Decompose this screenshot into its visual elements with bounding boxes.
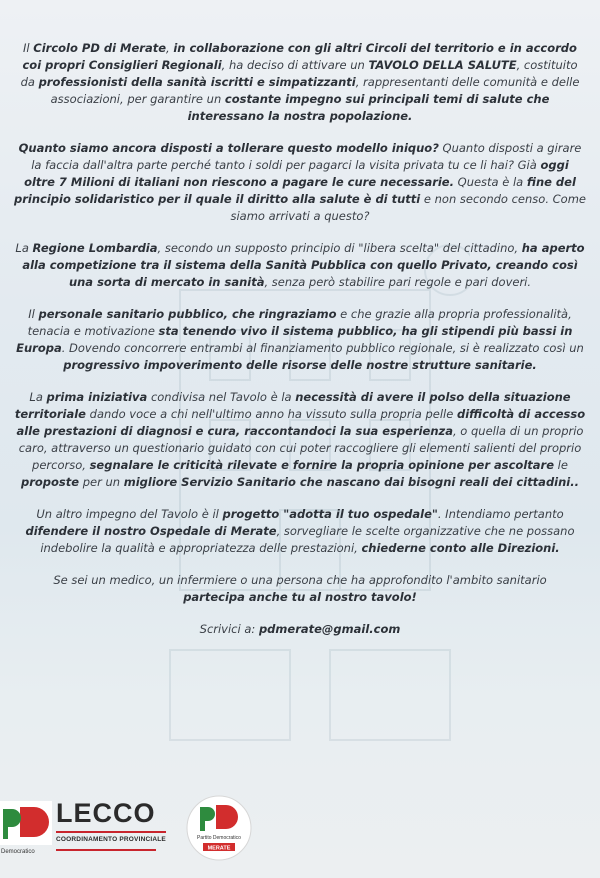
paragraph-questions: Quanto siamo ancora disposti a tollerare questo modello iniquo? Quanto disposti a girare la faccia dall'altra parte perché tanto i soldi per pagarci la visita privata tu ce li hai? Già oggi oltre 7 Milioni di italiani non riescono a pagare le cure necessarie. Questa è la fine del principio solidaristico per il quale il diritto alla salute è di tutti e non secondo censo. Come siamo arrivati a questo? xyxy=(14,141,586,223)
paragraph-ospedale: Un altro impegno del Tavolo è il progetto "adotta il tuo ospedale". Intendiamo pertanto difendere il nostro Ospedale di Merate, sorvegliare le scelte organizzative che ne possano indebolire la qualità e appropriatezza delle prestazioni, chiederne conto alle Direzioni. xyxy=(25,507,575,555)
lecco-logo xyxy=(56,799,166,851)
contact-line: Scrivici a: pdmerate@gmail.com xyxy=(199,622,401,636)
svg-text:Partito Democratico: Partito Democratico xyxy=(197,835,241,841)
paragraph-iniziativa: La prima iniziativa condivisa nel Tavolo è la necessità di avere il polso della situazione territoriale dando voce a chi nell'ultimo anno ha vissuto sulla propria pelle difficoltà di accesso alle prestazioni di diagnosi e cura, raccontandoci la sua esperienza, o quella di un proprio caro, attraverso un questionario guidato con cui poter raccogliere gli elementi salienti del proprio percorso, segnalare le criticità rilevate e fornire la propria opinione per ascoltare le proposte per un migliore Servizio Sanitario che nascano dai bisogni reali dei cittadini.. xyxy=(14,390,586,489)
pd-merate-logo-icon xyxy=(186,795,252,861)
paragraph-regione: La Regione Lombardia, secondo un supposto principio di "libera scelta" del cittadino, ha aperto alla competizione tra il sistema della Sanità Pubblica con quello Privato, creando così una sorta di mercato in sanità, senza però stabilire pari regole e pari doveri. xyxy=(15,241,585,289)
email-link[interactable]: pdmerate@gmail.com xyxy=(258,622,401,636)
flyer-text xyxy=(14,40,586,653)
svg-text:MERATE: MERATE xyxy=(207,845,231,852)
footer-logos xyxy=(0,795,600,865)
lecco-subtitle: COORDINAMENTO PROVINCIALE xyxy=(56,831,166,843)
svg-text:Democratico: Democratico xyxy=(1,849,35,855)
paragraph-intro: Il Circolo PD di Merate, in collaborazione con gli altri Circoli del territorio e in accordo coi propri Consiglieri Regionali, ha deciso di attivare un TAVOLO DELLA SALUTE, costituito da professionisti della sanità iscritti e simpatizzanti, rappresentanti delle comunità e delle associazioni, per garantire un costante impegno sui principali temi di salute che interessano la nostra popolazione. xyxy=(20,41,580,123)
pd-lecco-logo-icon xyxy=(0,801,52,857)
lecco-underline xyxy=(56,849,156,851)
lecco-title: LECCO xyxy=(56,798,156,828)
paragraph-call: Se sei un medico, un infermiere o una persona che ha approfondito l'ambito sanitario partecipa anche tu al nostro tavolo! xyxy=(53,573,547,604)
paragraph-personale: Il personale sanitario pubblico, che ringraziamo e che grazie alla propria professionalità, tenacia e motivazione sta tenendo vivo il sistema pubblico, ha gli stipendi più bassi in Europa. Dovendo concorrere entrambi al finanziamento pubblico regionale, si è realizzato così un progressivo impoverimento delle risorse delle nostre strutture sanitarie. xyxy=(16,307,584,372)
